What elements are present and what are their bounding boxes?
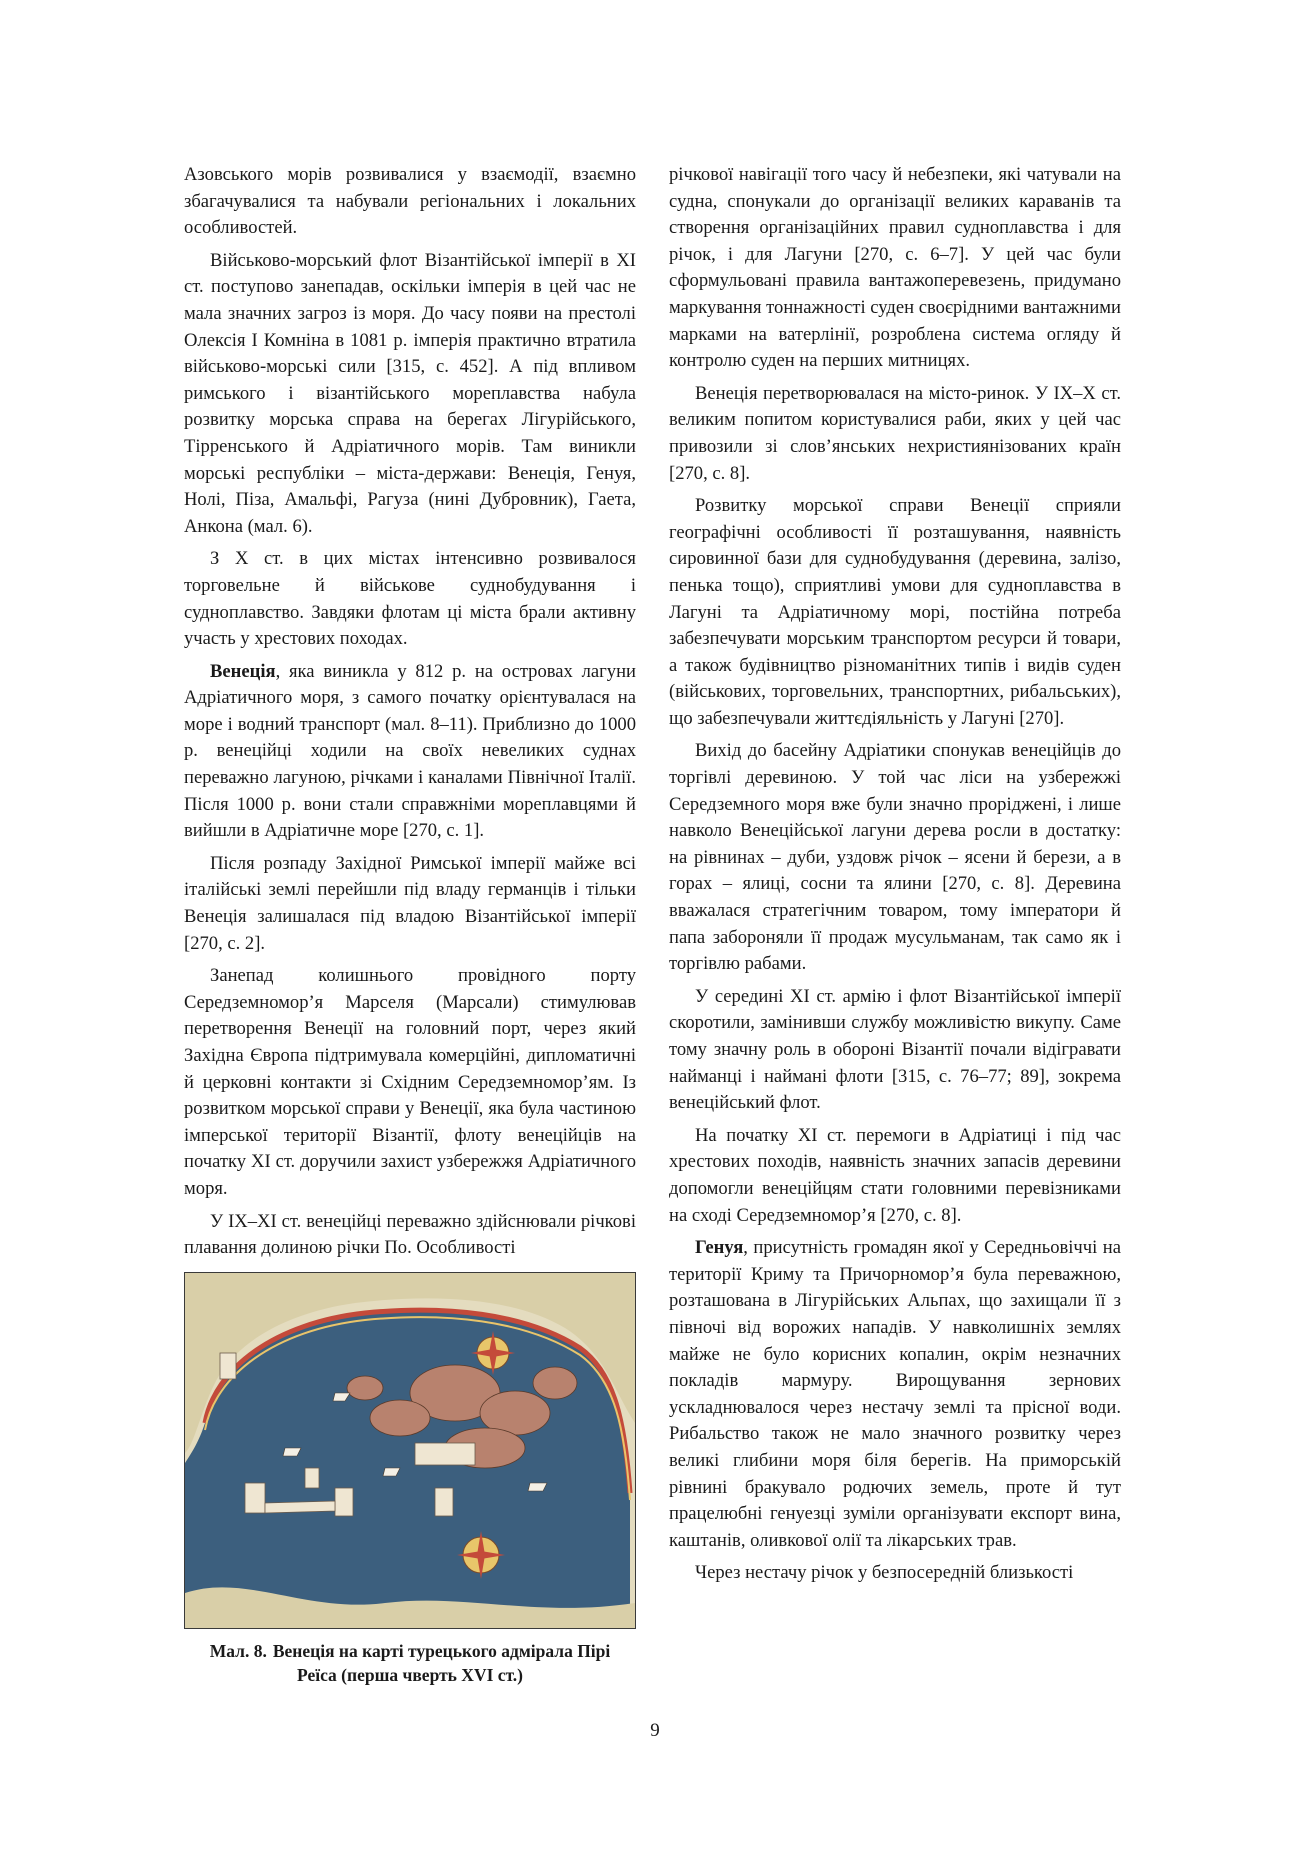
paragraph: Через нестачу річок у безпосередній близькості (695, 1562, 1074, 1584)
paragraph: Венеція перетворювалася на місто-ринок. У ІХ–Х ст. великим попитом користувалися раби, яких у цей час привозили зі слов’янських нехристиянізованих країн [270, с. 8]. (669, 382, 1121, 484)
term-genoa: Генуя (695, 1237, 744, 1259)
paragraph: На початку ХІ ст. перемоги в Адріатиці і під час хрестових походів, наявність значних запасів деревини допомогли венеційцям стати головними перевізниками на сході Середземномор’я [270, с. 8]. (669, 1124, 1121, 1226)
paragraph: У середині ХІ ст. армію і флот Візантійської імперії скоротили, замінивши службу можливістю викупу. Саме тому значну роль в обороні Візантії почали відігравати найманці і наймані флоти [315, с. 76–77; 89], зокрема венеційський флот. (669, 985, 1121, 1114)
paragraph-venice: Венеція, яка виникла у 812 р. на островах лагуни Адріатичного моря, з самого початку орієнтувалася на море і водний транспорт (мал. 8–11). Приблизно до 1000 р. венеційці ходили на своїх невеликих суднах переважно лагуною, річками і каналами Північної Італії. Після 1000 р. вони стали справжніми мореплавцями й вийшли в Адріатичне море [270, с. 1]. (184, 660, 636, 842)
venice-map-illustration (185, 1273, 635, 1628)
paragraph: Військово-морський флот Візантійської імперії в ХІ ст. поступово занепадав, оскільки імперія в цей час не мала значних загроз із моря. До часу появи на престолі Олексія І Комніна в 1081 р. імперія практично втратила військово-морські сили [315, с. 452]. А під впливом римського і візантійського мореплавства набула розвитку морська справа на берегах Лігурійського, Тірренського й Адріатичного морів. Там виникли морські республіки – міста-держави: Венеція, Генуя, Нолі, Піза, Амальфі, Рагуза (нині Дубровник), Гаета, Анкона (мал. 6). (184, 249, 636, 537)
paragraph-genoa: Генуя, присутність громадян якої у Середньовіччі на території Криму та Причорномор’я була переважною, розташована в Лігурійських Альпах, що захищали її з півночі від ворожих нападів. У навколишніх землях майже не було корисних копалин, окрім незначних покладів мармуру. Вирощування зернових ускладнювалося через нестачу землі та прісної води. Рибальство також не мало значного розвитку через великі глибини моря біля берегів. На приморській рівнині бракувало родючих земель, проте й тут працелюбні генуезці зуміли організувати експорт вина, каштанів, оливкової олії та лікарських трав. (669, 1237, 1121, 1551)
map-image (184, 1272, 636, 1629)
paragraph: Після розпаду Західної Римської імперії майже всі італійські землі перейшли під владу германців і тільки Венеція залишалася під владою Візантійської імперії [270, с. 2]. (184, 852, 636, 954)
figure-caption (192, 1639, 628, 1687)
paragraph: річкової навігації того часу й небезпеки, які чатували на судна, спонукали до організації великих караванів та створення організаційних правил судноплавства і для річок, і для Лагуни [270, с. 6–7]. У цей час були сформульовані правила вантажоперевезень, придумано маркування тоннажності суден своєрідними вантажними марками на ватерлінії, розроблена система огляду й контролю суден на перших митницях. (669, 164, 1121, 372)
right-column (669, 162, 1121, 1593)
paragraph: З Х ст. в цих містах інтенсивно розвивалося торговельне й військове суднобудування і судноплавство. Завдяки флотам ці міста брали активну участь у хрестових походах. (184, 548, 636, 650)
figure-venice-map (184, 1272, 636, 1687)
term-venice: Венеція (210, 660, 276, 682)
left-column (184, 162, 636, 1687)
figure-label: Мал. 8. (209, 1640, 267, 1661)
paragraph: У ІХ–ХІ ст. венеційці переважно здійснювали річкові плавання долиною річки По. Особливості (184, 1210, 636, 1259)
paragraph: Вихід до басейну Адріатики спонукав венеційців до торгівлі деревиною. У той час ліси на узбережжі Середземного моря вже були значно проріджені, і лише навколо Венеційської лагуни дерева росли в достатку: на рівнинах – дуби, уздовж річок – ясени й берези, а в горах – ялиці, сосни та ялини [270, с. 8]. Деревина вважалася стратегічним товаром, тому імператори й папа забороняли її продаж мусульманам, так само як і торгівлю рабами. (669, 740, 1121, 975)
figure-caption-text: Венеція на карті турецького адмірала Пірі Реїса (перша чверть XVI ст.) (272, 1640, 611, 1685)
paragraph: Розвитку морської справи Венеції сприяли географічні особливості її розташування, наявність сировинної бази для суднобудування (деревина, залізо, пенька тощо), сприятливі умови для судноплавства в Лагуні та Адріатичному морі, постійна потреба забезпечувати морським транспортом ресурси й товари, а також будівництво різноманітних типів і видів суден (військових, торговельних, транспортних, рибальських), що забезпечували життєдіяльність у Лагуні [270]. (669, 495, 1121, 729)
paragraph: Занепад колишнього провідного порту Середземномор’я Марселя (Марсали) стимулював перетворення Венеції на головний порт, через який Західна Європа підтримувала комерційні, дипломатичні й церковні контакти зі Східним Середземномор’ям. Із розвитком морської справи у Венеції, яка була частиною імперської території Візантії, флоту венеційців на початку ХІ ст. доручили захист узбережжя Адріатичного моря. (184, 965, 636, 1199)
paragraph: Азовського морів розвивалися у взаємодії, взаємно збагачувалися та набували регіональних і локальних особливостей. (184, 164, 636, 239)
page-number: 9 (650, 1720, 660, 1741)
